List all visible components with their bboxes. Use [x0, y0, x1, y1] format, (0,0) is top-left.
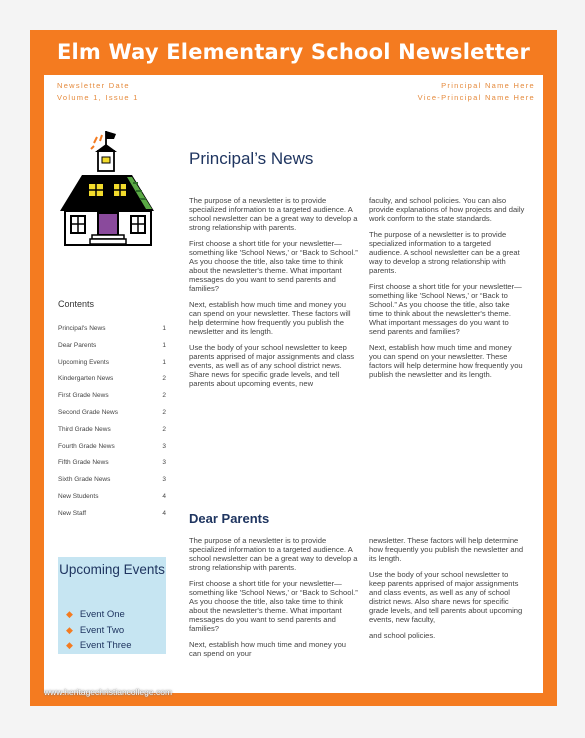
dear-parents-column-2: [369, 536, 525, 647]
contents-item-label: Sixth Grade News: [58, 476, 111, 484]
issue-info: [57, 80, 139, 104]
contents-item-page: 2: [162, 392, 166, 400]
contents-item-page: 1: [162, 358, 166, 366]
newsletter-page: [44, 75, 543, 693]
contents-item-page: 2: [162, 425, 166, 433]
contents-item: [58, 425, 166, 442]
contents-item-label: Third Grade News: [58, 425, 111, 433]
contents-item-label: Fifth Grade News: [58, 459, 109, 467]
article-paragraph: faculty, and school policies. You can also provide explanations of how projects and daily work conform to the state standards.: [369, 196, 525, 223]
contents-item-page: 1: [162, 341, 166, 349]
contents-item: [58, 442, 166, 459]
contents-item: [58, 324, 166, 341]
event-item: [66, 624, 132, 640]
contents-item-label: New Students: [58, 492, 99, 500]
contents-item: [58, 509, 166, 526]
article-paragraph: Next, establish how much time and money you can spend on your: [189, 640, 347, 658]
contents-item-page: 3: [162, 476, 166, 484]
contents-item-page: 2: [162, 408, 166, 416]
contents-item-label: Kindergarten News: [58, 375, 114, 383]
contents-item-label: New Staff: [58, 509, 87, 517]
contents-item-page: 4: [162, 509, 166, 517]
event-item: [66, 639, 132, 655]
staff-info: [418, 80, 535, 104]
article-paragraph: newsletter. These factors will help determine how frequently you publish the newsletter and its length.: [369, 536, 524, 563]
principal-name: Principal Name Here: [441, 81, 535, 90]
diamond-bullet-icon: ◆: [66, 624, 73, 635]
article-paragraph: and school policies.: [369, 631, 436, 640]
watermark-url: www.heritagechristiancollege.com: [44, 687, 173, 697]
newsletter-title: Elm Way Elementary School Newsletter: [56, 40, 531, 64]
contents-item-label: First Grade News: [58, 392, 109, 400]
article-paragraph: Next, establish how much time and money you can spend on your newsletter. These factors will help determine how frequently you publish the newsletter and its length.: [369, 343, 523, 379]
contents-item-page: 4: [162, 492, 166, 500]
event-label: Event Three: [79, 640, 132, 652]
article-paragraph: The purpose of a newsletter is to provide specialized information to a targeted audience. A school newsletter can be a great way to develop a strong relationship with parents.: [369, 230, 520, 275]
contents-item: [58, 408, 166, 425]
newsletter-date: Newsletter Date: [57, 81, 130, 90]
article-paragraph: The purpose of a newsletter is to provide specialized information to a targeted audience. A school newsletter can be a great way to develop a strong relationship with parents.: [189, 536, 358, 572]
table-of-contents: [58, 324, 166, 526]
diamond-bullet-icon: ◆: [66, 609, 73, 619]
contents-item-label: Dear Parents: [58, 341, 97, 349]
contents-item-label: Principal's News: [58, 325, 106, 332]
upcoming-events-box: [58, 557, 166, 654]
principals-news-column-2: [369, 196, 525, 386]
upcoming-events-heading: Upcoming Events: [59, 562, 165, 577]
schoolhouse-icon: [58, 127, 158, 247]
article-paragraph: Use the body of your school newsletter to keep parents apprised of major assignments and class events, as well as any of school district news. Also share news for specific grade levels, and tell parents about upcoming events, new faculty,: [369, 570, 523, 624]
contents-item: [58, 341, 166, 358]
contents-item-label: Second Grade News: [58, 408, 118, 416]
contents-item: [58, 391, 166, 408]
contents-item-page: 1: [162, 325, 166, 332]
article-paragraph: First choose a short title for your newsletter— something like 'School News,' or “Back to School.” As you choose the title, also take time to think about the newsletter's theme. What important messages do you want to send parents and families?: [369, 282, 522, 336]
contents-item: [58, 458, 166, 475]
article-paragraph: The purpose of a newsletter is to provide specialized information to a targeted audience. A school newsletter can be a great way to develop a strong relationship with parents.: [189, 196, 358, 232]
event-label: Event One: [79, 609, 125, 620]
contents-item: [58, 374, 166, 391]
diamond-bullet-icon: ◆: [66, 640, 73, 651]
events-list: [66, 608, 132, 655]
article-paragraph: First choose a short title for your newsletter— something like 'School News,' or “Back to School.” As you choose the title, also take time to think about the newsletter's theme. What important messages do you want to send parents and families?: [189, 579, 358, 633]
dear-parents-column-1: [189, 536, 359, 665]
article-paragraph: Use the body of your school newsletter to keep parents apprised of major assignments and class events, as well as of any school district news. Share news for specific grade levels, and tell parents about upcoming events, new: [189, 343, 355, 388]
principals-news-heading: Principal’s News: [189, 149, 314, 168]
contents-item: [58, 358, 166, 375]
contents-item-page: 3: [162, 442, 166, 450]
contents-item: [58, 475, 166, 492]
article-paragraph: First choose a short title for your newsletter— something like 'School News,' or “Back to School.” As you choose the title, also take time to think about the newsletter's theme. What important messages do you want to send parents and families?: [189, 239, 358, 293]
newsletter-frame: [30, 30, 557, 706]
principals-news-column-1: [189, 196, 359, 395]
volume-issue: Volume 1, Issue 1: [57, 93, 139, 102]
contents-heading: Contents: [58, 299, 95, 309]
vice-principal-name: Vice-Principal Name Here: [417, 93, 535, 102]
article-paragraph: Next, establish how much time and money you can spend on your newsletter. These factors will help determine how frequently you publish the newsletter and its length.: [189, 300, 351, 336]
contents-item-label: Fourth Grade News: [58, 442, 115, 450]
contents-item-page: 2: [162, 375, 166, 383]
event-label: Event Two: [79, 624, 125, 636]
contents-item: [58, 492, 166, 509]
contents-item-label: Upcoming Events: [58, 358, 109, 366]
contents-item-page: 3: [162, 459, 166, 467]
dear-parents-heading: Dear Parents: [189, 511, 270, 526]
event-item: [66, 608, 132, 624]
